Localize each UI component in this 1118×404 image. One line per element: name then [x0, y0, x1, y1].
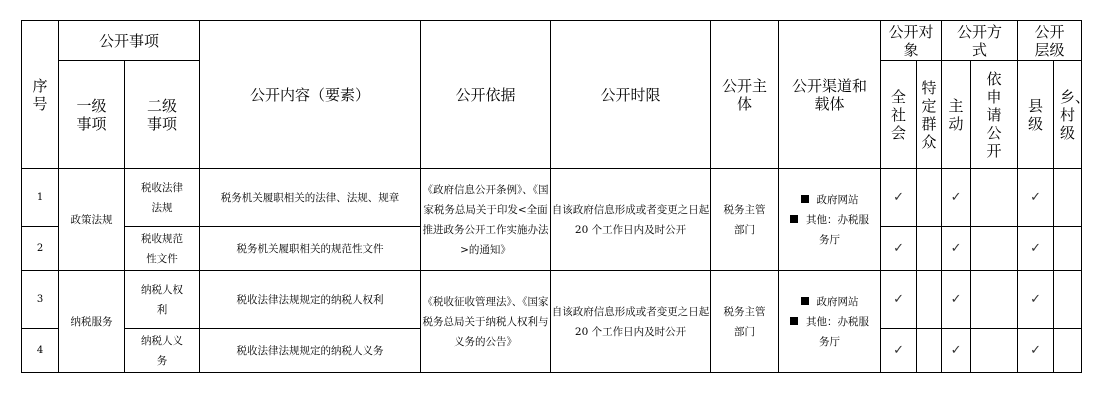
row-number: 1 [22, 169, 59, 227]
row-number: 2 [22, 227, 59, 271]
header-seq: 序号 [22, 21, 59, 169]
header-method-active: 主动 [942, 61, 971, 169]
header-row-1 [22, 21, 1082, 61]
header-content: 公开内容（要素） [200, 21, 421, 169]
header-level-group: 公开层级 [1018, 21, 1082, 61]
channel-website: 政府网站 [787, 190, 872, 210]
subject-cell: 税务主管部门 [711, 271, 779, 373]
level2-item: 税收规范性文件 [125, 227, 200, 271]
header-channel: 公开渠道和载体 [779, 21, 881, 169]
header-basis: 公开依据 [421, 21, 551, 169]
row-number: 3 [22, 271, 59, 329]
table-row [22, 271, 1082, 329]
time-limit-cell: 自该政府信息形成或者变更之日起 20 个工作日内及时公开 [551, 271, 711, 373]
empty-cell [1054, 169, 1082, 227]
check-mark-icon: ✓ [881, 169, 917, 227]
header-method-request: 依申请公开 [971, 61, 1018, 169]
check-mark-icon: ✓ [1018, 329, 1054, 373]
check-mark-icon: ✓ [881, 329, 917, 373]
square-bullet-icon [801, 195, 809, 203]
header-object-group: 公开对象 [881, 21, 942, 61]
content-cell: 税收法律法规规定的纳税人权利 [200, 271, 421, 329]
empty-cell [971, 169, 1018, 227]
empty-cell [917, 169, 942, 227]
empty-cell [971, 271, 1018, 329]
time-limit-cell: 自该政府信息形成或者变更之日起 20 个工作日内及时公开 [551, 169, 711, 271]
header-subject: 公开主体 [711, 21, 779, 169]
check-mark-icon: ✓ [942, 169, 971, 227]
empty-cell [1054, 271, 1082, 329]
header-object-specific: 特定群众 [917, 61, 942, 169]
level1-item: 纳税服务 [59, 271, 125, 373]
square-bullet-icon [801, 297, 809, 305]
empty-cell [1054, 329, 1082, 373]
content-cell: 税务机关履职相关的规范性文件 [200, 227, 421, 271]
empty-cell [917, 271, 942, 329]
check-mark-icon: ✓ [942, 271, 971, 329]
header-item-l2: 二级事项 [125, 61, 200, 169]
empty-cell [917, 227, 942, 271]
empty-cell [971, 227, 1018, 271]
empty-cell [971, 329, 1018, 373]
basis-cell: 《税收征收管理法》、《国家税务总局关于纳税人权利与义务的公告》 [421, 271, 551, 373]
basis-cell: 《政府信息公开条例》、《国家税务总局关于印发<全面推进政务公开工作实施办法>的通知》 [421, 169, 551, 271]
subject-cell: 税务主管部门 [711, 169, 779, 271]
header-item-group: 公开事项 [59, 21, 200, 61]
disclosure-table [21, 20, 1091, 373]
channel-cell [779, 271, 881, 373]
square-bullet-icon [790, 317, 798, 325]
channel-cell [779, 169, 881, 271]
check-mark-icon: ✓ [1018, 169, 1054, 227]
header-level-county: 县级 [1018, 61, 1054, 169]
level2-item: 税收法律法规 [125, 169, 200, 227]
row-number: 4 [22, 329, 59, 373]
header-time-limit: 公开时限 [551, 21, 711, 169]
level2-item: 纳税人权利 [125, 271, 200, 329]
content-cell: 税务机关履职相关的法律、法规、规章 [200, 169, 421, 227]
level1-item: 政策法规 [59, 169, 125, 271]
check-mark-icon: ✓ [881, 271, 917, 329]
header-level-town: 乡、村级 [1054, 61, 1082, 169]
check-mark-icon: ✓ [881, 227, 917, 271]
content-cell: 税收法律法规规定的纳税人义务 [200, 329, 421, 373]
empty-cell [917, 329, 942, 373]
channel-website: 政府网站 [787, 292, 872, 312]
table-row [22, 169, 1082, 227]
check-mark-icon: ✓ [942, 227, 971, 271]
level2-item: 纳税人义务 [125, 329, 200, 373]
empty-cell [1054, 227, 1082, 271]
check-mark-icon: ✓ [1018, 271, 1054, 329]
header-method-group: 公开方式 [942, 21, 1018, 61]
header-object-all: 全社会 [881, 61, 917, 169]
header-item-l1: 一级事项 [59, 61, 125, 169]
channel-other: 其他：办税服务厅 [787, 210, 872, 250]
check-mark-icon: ✓ [942, 329, 971, 373]
square-bullet-icon [790, 215, 798, 223]
check-mark-icon: ✓ [1018, 227, 1054, 271]
channel-other: 其他：办税服务厅 [787, 312, 872, 352]
